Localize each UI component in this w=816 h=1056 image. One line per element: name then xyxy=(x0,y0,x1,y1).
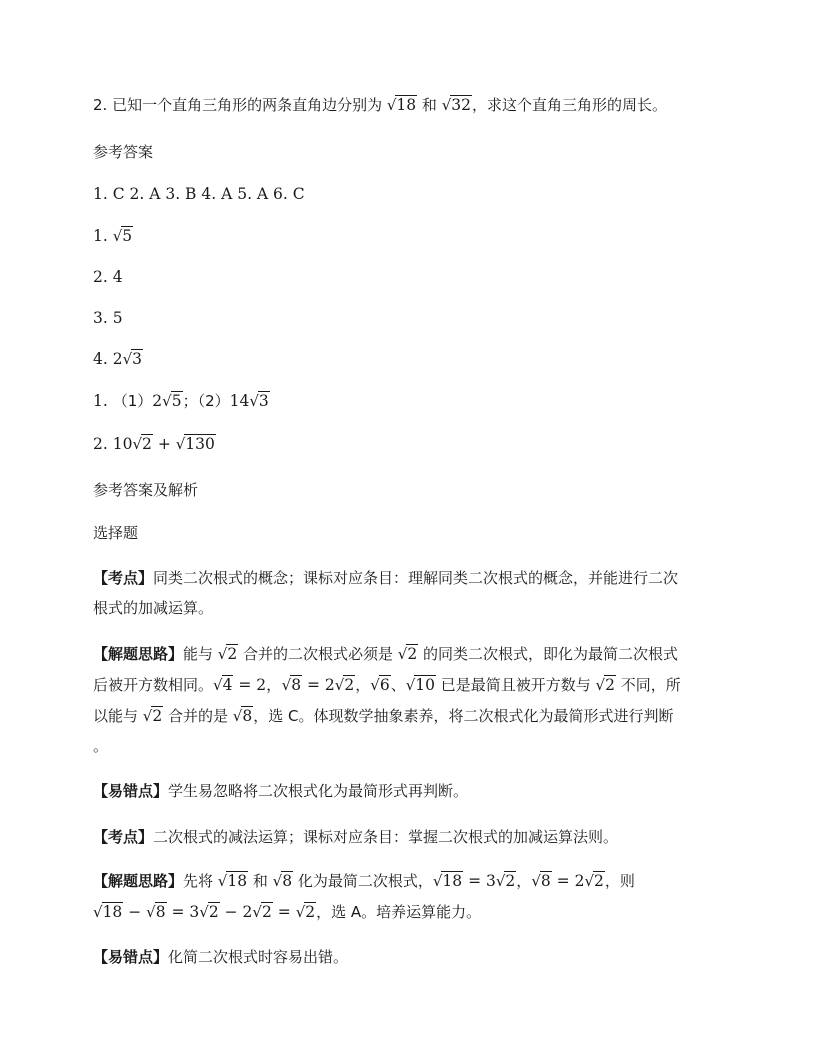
analysis-heading: 参考答案及解析 xyxy=(93,481,199,499)
section-choice: 选择题 xyxy=(93,524,139,542)
q2-text: 2. 已知一个直角三角形的两条直角边分别为 xyxy=(93,96,387,114)
calc-answer-2: 2. 10√2 + √130 xyxy=(93,435,215,453)
answers-heading: 参考答案 xyxy=(93,143,154,161)
fill-answer-1: 1. √5 xyxy=(93,227,133,245)
yicuodian-2: 【易错点】化简二次根式时容易出错。 xyxy=(93,948,349,966)
solution-2-line-2: √18 − √8 = 3√2 − 2√2 = √2，选 A。培养运算能力。 xyxy=(93,903,482,921)
fill-answer-4: 4. 2√3 xyxy=(93,350,143,368)
solution-2-line-1: 【解题思路】先将 √18 和 √8 化为最简二次根式，√18 = 3√2，√8 = 2√2，则 xyxy=(93,872,635,890)
solution-1-line-1: 【解题思路】能与 √2 合并的二次根式必须是 √2 的同类二次根式，即化为最简二次根式 xyxy=(93,645,678,663)
yicuodian-1: 【易错点】学生易忽略将二次根式化为最简形式再判断。 xyxy=(93,782,469,800)
choice-answers: 1. C 2. A 3. B 4. A 5. A 6. C xyxy=(93,185,305,203)
fill-answer-2: 2. 4 xyxy=(93,268,123,286)
question-2: 2. 已知一个直角三角形的两条直角边分别为 √18 和 √32，求这个直角三角形的周长。 xyxy=(93,96,668,114)
sqrt-32: √32 xyxy=(441,96,471,114)
solution-1-line-3: 以能与 √2 合并的是 √8，选 C。体现数学抽象素养，将二次根式化为最简形式进行判断 xyxy=(93,707,674,725)
solution-1-line-4: 。 xyxy=(93,737,109,755)
kaodian-2: 【考点】二次根式的减法运算；课标对应条目：掌握二次根式的加减运算法则。 xyxy=(93,828,619,846)
solution-1-line-2: 后被开方数相同。√4 = 2，√8 = 2√2，√6、√10 已是最简且被开方数与 √2 不同，所 xyxy=(93,676,681,694)
kaodian-1-cont: 根式的加减运算。 xyxy=(93,599,214,617)
kaodian-1: 【考点】同类二次根式的概念；课标对应条目：理解同类二次根式的概念，并能进行二次 xyxy=(93,569,679,587)
calc-answer-1: 1. （1）2√5；（2）14√3 xyxy=(93,392,269,410)
sqrt-18: √18 xyxy=(386,96,417,114)
fill-answer-3: 3. 5 xyxy=(93,309,123,327)
